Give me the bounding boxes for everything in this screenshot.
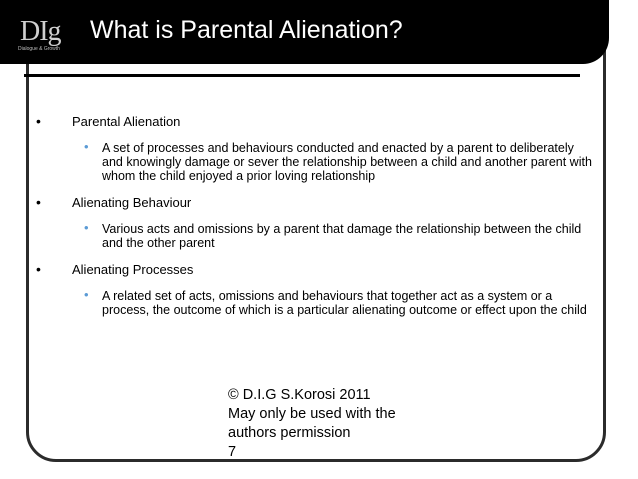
sub-bullet-icon: • bbox=[84, 139, 89, 154]
sub-bullet-text: A set of processes and behaviours conducted and enacted by a parent to deliberately and knowingly damage or sever the relationship between a child and another parent with whom the child enjoyed a prior loving relationship bbox=[102, 141, 592, 183]
bullet-heading: Parental Alienation bbox=[72, 114, 181, 129]
copyright-line: © D.I.G S.Korosi 2011 bbox=[228, 387, 371, 403]
sub-bullet-parental-alienation bbox=[34, 141, 604, 183]
sub-bullet-icon: • bbox=[84, 287, 89, 302]
usage-line: May only be used with the bbox=[228, 406, 396, 422]
sub-bullet-alienating-processes bbox=[34, 289, 604, 317]
logo-mark: DIg bbox=[20, 16, 61, 47]
logo bbox=[14, 12, 76, 58]
footer-copyright bbox=[228, 386, 396, 462]
bullet-icon: • bbox=[36, 261, 41, 277]
bullet-alienating-processes bbox=[34, 262, 604, 278]
bullet-parental-alienation bbox=[34, 114, 604, 130]
bullet-icon: • bbox=[36, 113, 41, 129]
sub-bullet-text: A related set of acts, omissions and behaviours that together act as a system or a process, the outcome of which is a particular alienating outcome or effect upon the child bbox=[102, 289, 587, 317]
permission-line: authors permission bbox=[228, 425, 351, 441]
logo-tagline: Dialogue & Growth bbox=[18, 46, 60, 52]
page-number: 7 bbox=[228, 444, 237, 460]
title-divider bbox=[24, 74, 580, 77]
sub-bullet-icon: • bbox=[84, 220, 89, 235]
sub-bullet-text: Various acts and omissions by a parent that damage the relationship between the child and the other parent bbox=[102, 222, 582, 250]
slide-title: What is Parental Alienation? bbox=[90, 16, 403, 44]
bullet-icon: • bbox=[36, 194, 41, 210]
bullet-heading: Alienating Behaviour bbox=[72, 195, 192, 210]
sub-bullet-alienating-behaviour bbox=[34, 222, 604, 250]
slide-content bbox=[34, 114, 604, 317]
bullet-heading: Alienating Processes bbox=[72, 262, 194, 277]
bullet-alienating-behaviour bbox=[34, 195, 604, 211]
